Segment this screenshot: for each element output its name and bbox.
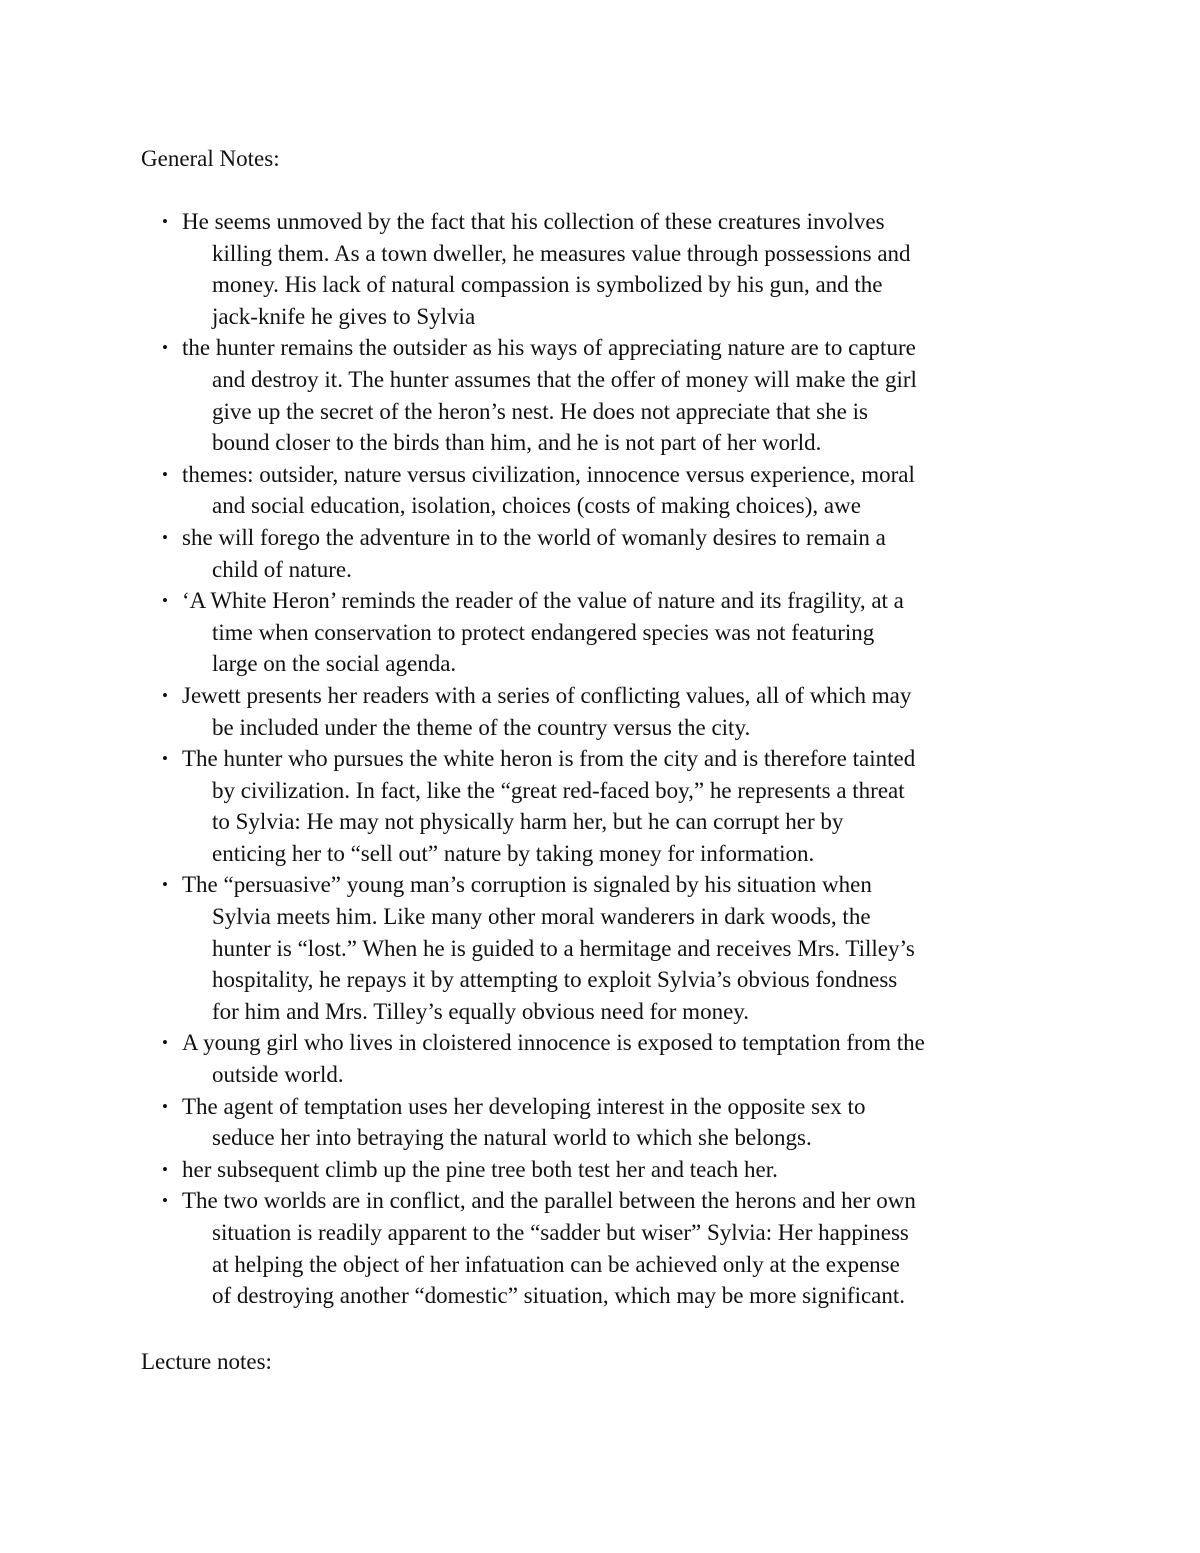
bullet-icon: • [162,464,168,484]
list-item [162,1027,1062,1090]
bullet-icon: • [162,1159,168,1179]
note-text: ‘A White Heron’ reminds the reader of the value of nature and its fragility, at a time when conservation to protect endangered species was not featuring large on the social agenda. [182,588,904,677]
bullet-icon: • [162,338,168,358]
list-item [162,206,1062,332]
bullet-icon: • [162,1033,168,1053]
list-item [162,1185,1062,1311]
bullet-icon: • [162,749,168,769]
bullet-icon: • [162,527,168,547]
general-notes-heading: General Notes: [141,146,280,171]
bullet-icon: • [162,875,168,895]
general-notes-list [0,206,1200,1312]
list-item [162,743,1062,869]
bullet-icon: • [162,591,168,611]
bullet-icon: • [162,212,168,231]
note-text: The two worlds are in conflict, and the parallel between the herons and her own situation is readily apparent to the “sadder but wiser” Sylvia: Her happiness at helping the object of her infatuation can be achieved only at the expense of destroying another “domestic” situation, which may be more significant. [182,1188,916,1309]
note-text: her subsequent climb up the pine tree both test her and teach her. [182,1156,778,1182]
note-text: she will forego the adventure in to the world of womanly desires to remain a child of nature. [182,524,886,582]
note-text: He seems unmoved by the fact that his collection of these creatures involves killing them. As a town dweller, he measures value through possessions and money. His lack of natural compassion is symbolized by his gun, and the jack-knife he gives to Sylvia [182,209,911,329]
note-text: The “persuasive” young man’s corruption is signaled by his situation when Sylvia meets him. Like many other moral wanderers in dark woods, the hunter is “lost.” When he is guided to a hermitage and receives Mrs. Tilley’s hospitality, he repays it by attempting to exploit Sylvia’s obvious fondness for him and Mrs. Tilley’s equally obvious need for money. [182,872,915,1024]
list-item [162,332,1062,458]
list-item [162,585,1062,680]
list-item [162,1091,1062,1154]
note-text: The hunter who pursues the white heron is from the city and is therefore tainted by civilization. In fact, like the “great red-faced boy,” he represents a threat to Sylvia: He may not physically harm her, but he can corrupt her by enticing her to “sell out” nature by taking money for information. [182,746,916,866]
bullet-icon: • [162,1191,168,1211]
lecture-notes-heading: Lecture notes: [141,1349,272,1374]
note-text: A young girl who lives in cloistered innocence is exposed to temptation from the outside world. [182,1030,925,1088]
note-text: themes: outsider, nature versus civilization, innocence versus experience, moral and social education, isolation, choices (costs of making choices), awe [182,461,915,519]
note-text: Jewett presents her readers with a series of conflicting values, all of which may be included under the theme of the country versus the city. [182,682,912,740]
list-item [162,459,1062,522]
bullet-icon: • [162,1096,168,1116]
note-text: the hunter remains the outsider as his ways of appreciating nature are to capture and destroy it. The hunter assumes that the offer of money will make the girl give up the secret of the heron’s nest. He does not appreciate that she is bound closer to the birds than him, and he is not part of her world. [182,335,917,456]
note-text: The agent of temptation uses her developing interest in the opposite sex to seduce her into betraying the natural world to which she belongs. [182,1093,866,1151]
list-item [162,1154,1062,1186]
list-item [162,869,1062,1027]
list-item [162,522,1062,585]
bullet-icon: • [162,685,168,705]
list-item [162,680,1062,743]
